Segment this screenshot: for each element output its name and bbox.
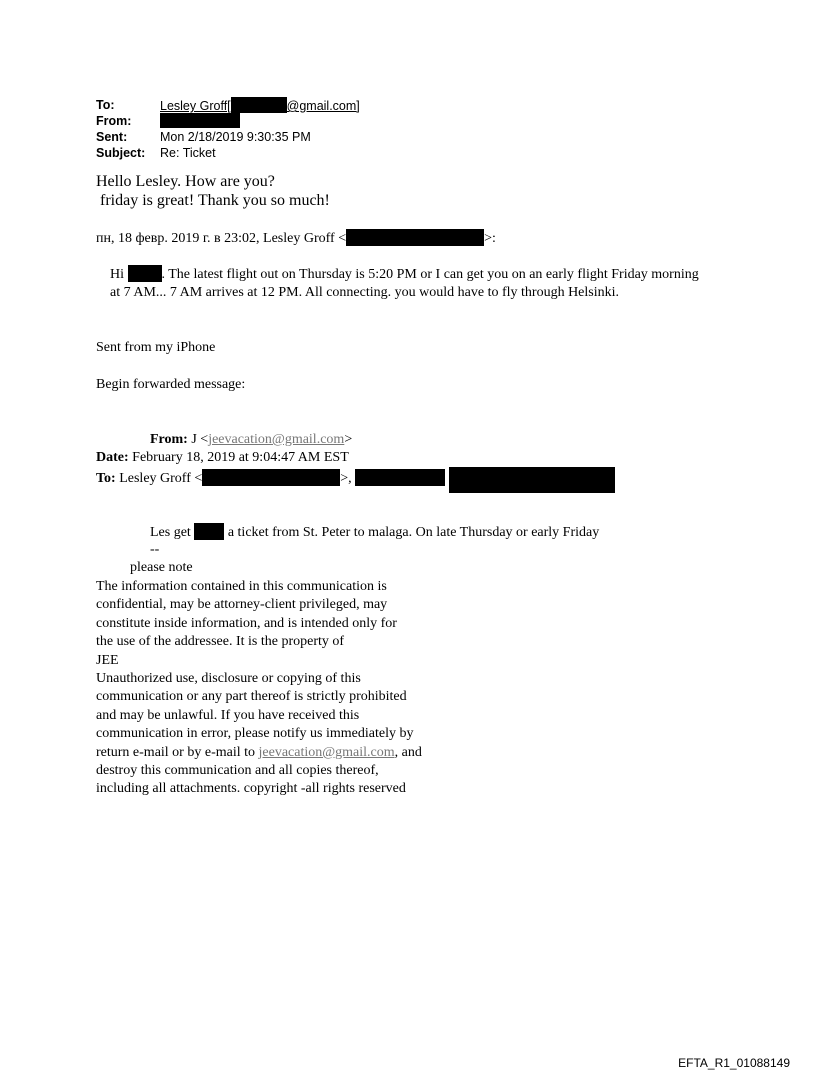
fwd-to-label: To:: [96, 471, 116, 486]
disclaimer-line: communication in error, please notify us immediately by: [96, 726, 414, 742]
fwd-date-value: February 18, 2019 at 9:04:47 AM EST: [132, 450, 349, 465]
fwd-from-label: From:: [150, 432, 188, 447]
document-id-footer: EFTA_R1_01088149: [678, 1056, 790, 1070]
fwd-to-prefix: Lesley Groff <: [119, 471, 203, 486]
greeting-hi: Hi: [110, 267, 124, 282]
lesley-message-text: . The latest flight out on Thursday is 5:20 PM or I can get you on an early flight Friday morning at 7 AM... 7 AM arrives at 12 PM. All connecting. you would have to fly through Helsinki.: [110, 267, 699, 300]
quote-prefix: пн, 18 февр. 2019 г. в 23:02, Lesley Groff <: [96, 231, 347, 246]
original-part-1: Les get: [150, 525, 191, 540]
sent-label: Sent:: [96, 130, 128, 144]
redaction-block: [202, 469, 340, 486]
fwd-to-row: [96, 467, 615, 493]
disclaimer: [96, 578, 422, 799]
return-suffix: , and: [394, 744, 422, 760]
fwd-from-suffix: >: [344, 432, 353, 447]
from-label: From:: [96, 114, 132, 128]
disclaimer-return-line: [96, 744, 422, 762]
fwd-from-email-link[interactable]: jeevacation@gmail.com: [208, 432, 345, 447]
disclaimer-line: communication or any part thereof is strictly prohibited: [96, 689, 407, 705]
subject-value: Re: Ticket: [160, 146, 216, 160]
redaction-block: [194, 523, 224, 540]
disclaimer-line: destroy this communication and all copies thereof,: [96, 763, 379, 779]
to-value: [160, 97, 360, 114]
subject-label: Subject:: [96, 146, 146, 160]
fwd-date-label: Date:: [96, 450, 129, 465]
disclaimer-line: Unauthorized use, disclosure or copying of this: [96, 671, 361, 687]
reply-line-1: Hello Lesley. How are you?: [96, 173, 275, 190]
sent-value: Mon 2/18/2019 9:30:35 PM: [160, 130, 311, 144]
fwd-to-sep: >,: [340, 471, 352, 486]
please-note: please note: [130, 560, 193, 575]
redaction-block: [128, 265, 162, 282]
fwd-from-row: [96, 431, 615, 449]
disclaimer-line: JEE: [96, 652, 119, 668]
fwd-date-row: [96, 449, 615, 467]
disclaimer-line: including all attachments. copyright -all rights reserved: [96, 781, 406, 797]
to-domain: @gmail.com]: [286, 99, 360, 113]
original-part-2: a ticket from St. Peter to malaga. On late Thursday or early Friday: [227, 525, 600, 540]
disclaimer-line: the use of the addressee. It is the property of: [96, 634, 345, 650]
original-message: [150, 523, 599, 541]
redaction-block: [355, 469, 445, 486]
return-prefix: return e-mail or by e-mail to: [96, 744, 259, 760]
redaction-block: [231, 97, 287, 113]
disclaimer-line: constitute inside information, and is intended only for: [96, 615, 397, 631]
forwarded-header: [96, 431, 615, 493]
redaction-block: [449, 467, 615, 493]
fwd-from-prefix: J <: [191, 432, 209, 447]
disclaimer-line: and may be unlawful. If you have received this: [96, 707, 360, 723]
disclaimer-line: confidential, may be attorney-client privileged, may: [96, 597, 388, 613]
quote-suffix: >:: [484, 231, 496, 246]
reply-line-2: friday is great! Thank you so much!: [100, 192, 330, 209]
signature-dashes: --: [150, 542, 160, 557]
redaction-block: [160, 113, 240, 128]
disclaimer-email-link[interactable]: jeevacation@gmail.com: [258, 744, 395, 760]
to-label: To:: [96, 98, 115, 112]
reply-body: [96, 172, 330, 210]
lesley-message: [110, 265, 710, 302]
quote-header: [96, 229, 496, 247]
begin-forwarded: Begin forwarded message:: [96, 377, 246, 392]
redaction-block: [346, 229, 484, 246]
sent-from-iphone: Sent from my iPhone: [96, 340, 216, 355]
to-name: Lesley Groff[: [160, 99, 231, 113]
disclaimer-line: The information contained in this communication is: [96, 579, 387, 594]
